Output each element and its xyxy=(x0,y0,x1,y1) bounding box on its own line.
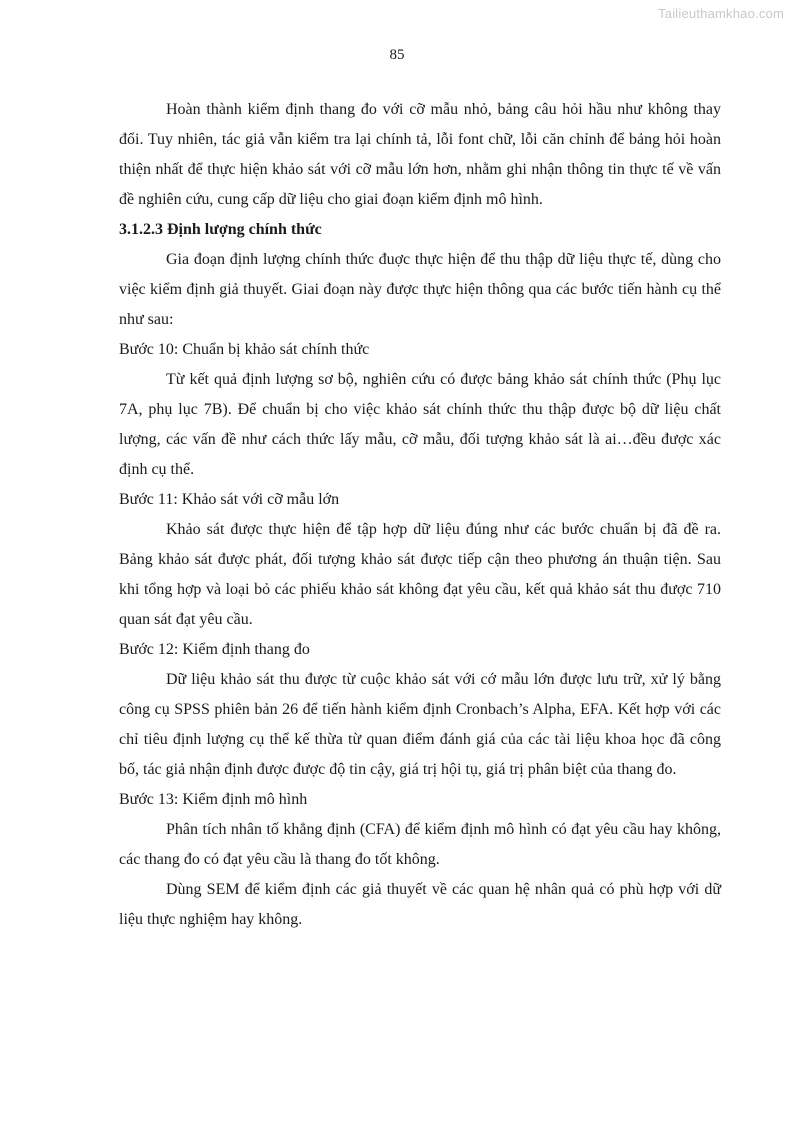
paragraph-step-13-sem: Dùng SEM để kiểm định các giả thuyết về các quan hệ nhân quả có phù hợp với dữ liệu thực nghiệm hay không. xyxy=(119,881,721,928)
paragraph-intro: Hoàn thành kiểm định thang đo với cỡ mẫu nhỏ, bảng câu hỏi hầu như không thay đổi. Tuy nhiên, tác giả vẫn kiểm tra lại chính tả, lỗi font chữ, lỗi căn chỉnh để bảng hỏi hoàn thiện nhất để thực hiện khảo sát với cỡ mẫu lớn hơn, nhằm ghi nhận thông tin thực tế về vấn đề nghiên cứu, cung cấp dữ liệu cho giai đoạn kiểm định mô hình. xyxy=(119,101,721,208)
step-10-heading: Bước 10: Chuẩn bị khảo sát chính thức xyxy=(119,341,370,358)
section-heading: 3.1.2.3 Định lượng chính thức xyxy=(119,221,322,238)
step-12-heading: Bước 12: Kiểm định thang đo xyxy=(119,641,310,658)
step-11-heading: Bước 11: Khảo sát với cỡ mẫu lớn xyxy=(119,491,340,508)
document-body xyxy=(119,95,721,935)
paragraph-formal-quant: Gia đoạn định lượng chính thức đuợc thực hiện để thu thập dữ liệu thực tế, dùng cho việc kiểm định giả thuyết. Giai đoạn này được thực hiện thông qua các bước tiến hành cụ thể như sau: xyxy=(119,251,721,328)
paragraph-step-12: Dữ liệu khảo sát thu được từ cuộc khảo sát với cớ mẫu lớn được lưu trữ, xử lý bằng công cụ SPSS phiên bản 26 để tiến hành kiểm định Cronbach’s Alpha, EFA. Kết hợp với các chỉ tiêu định lượng cụ thể kế thừa từ quan điểm đánh giá của các tài liệu khoa học đã công bố, tác giả nhận định được được độ tin cậy, giá trị hội tụ, giá trị phân biệt của thang đo. xyxy=(119,671,721,778)
page-number: 85 xyxy=(389,47,405,63)
watermark: Tailieuthamkhao.com xyxy=(658,6,784,21)
step-13-heading: Bước 13: Kiểm định mô hình xyxy=(119,791,308,808)
paragraph-step-10: Từ kết quả định lượng sơ bộ, nghiên cứu có được bảng khảo sát chính thức (Phụ lục 7A, phụ lục 7B). Để chuẩn bị cho việc khảo sát chính thức thu thập được bộ dữ liệu chất lượng, các vấn đề như cách thức lấy mẫu, cỡ mẫu, đối tượng khảo sát là ai…đều được xác định cụ thể. xyxy=(119,371,721,478)
paragraph-step-13-cfa: Phân tích nhân tố khẳng định (CFA) để kiểm định mô hình có đạt yêu cầu hay không, các thang đo có đạt yêu cầu là thang đo tốt không. xyxy=(119,821,721,868)
paragraph-step-11: Khảo sát được thực hiện để tập hợp dữ liệu đúng như các bước chuẩn bị đã đề ra. Bảng khảo sát được phát, đối tượng khảo sát được tiếp cận theo phương án thuận tiện. Sau khi tổng hợp và loại bỏ các phiếu khảo sát không đạt yêu cầu, kết quả khảo sát thu được 710 quan sát đạt yêu cầu. xyxy=(119,521,721,628)
